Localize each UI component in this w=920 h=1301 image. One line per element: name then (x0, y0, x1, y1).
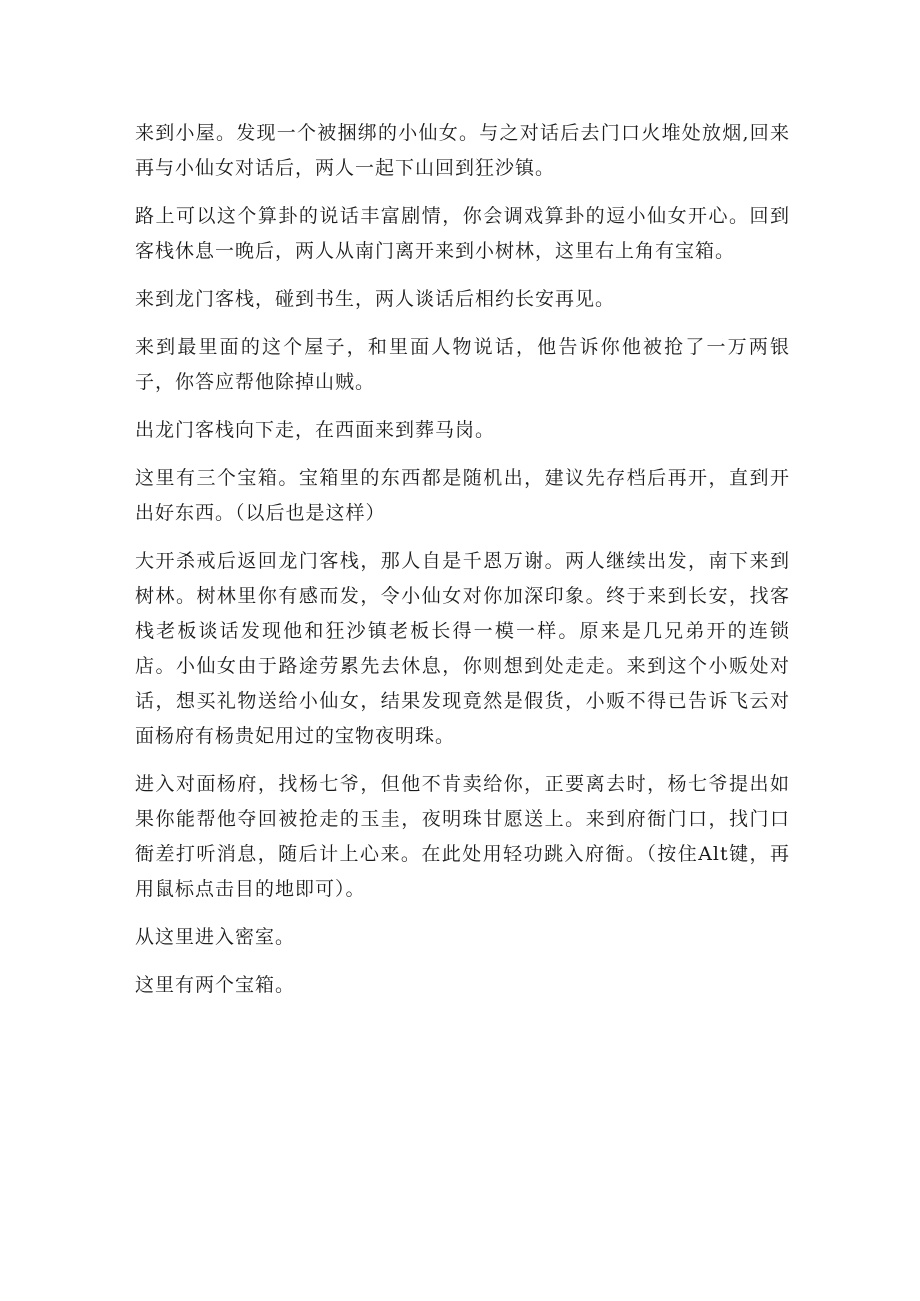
paragraph-10: 这里有两个宝箱。 (135, 974, 296, 996)
paragraph-4: 来到最里面的这个屋子，和里面人物说话，他告诉你他被抢了一万两银子，你答应帮他除掉山贼。 (135, 336, 790, 393)
paragraph-1: 来到小屋。发现一个被捆绑的小仙女。与之对话后去门口火堆处放烟,回来再与小仙女对话后，两人一起下山回到狂沙镇。 (135, 122, 790, 179)
paragraph-2: 路上可以这个算卦的说话丰富剧情，你会调戏算卦的逗小仙女开心。回到客栈休息一晚后，两人从南门离开来到小树林，这里右上角有宝箱。 (135, 205, 790, 262)
paragraph-8: 进入对面杨府，找杨七爷，但他不肯卖给你，正要离去时，杨七爷提出如果你能帮他夺回被抢走的玉圭，夜明珠甘愿送上。来到府衙门口，找门口衙差打听消息，随后计上心来。在此处用轻功跳入府衙。（按住Alt键，再用鼠标点击目的地即可）。 (135, 773, 790, 900)
paragraph-5: 出龙门客栈向下走，在西面来到葬马岗。 (135, 419, 496, 441)
paragraph-6: 这里有三个宝箱。宝箱里的东西都是随机出，建议先存档后再开，直到开出好东西。（以后也是这样） (135, 467, 790, 524)
paragraph-9: 从这里进入密室。 (135, 926, 296, 948)
paragraph-3: 来到龙门客栈，碰到书生，两人谈话后相约长安再见。 (135, 288, 616, 310)
document-body (135, 116, 790, 1016)
paragraph-7: 大开杀戒后返回龙门客栈，那人自是千恩万谢。两人继续出发，南下来到树林。树林里你有感而发，令小仙女对你加深印象。终于来到长安，找客栈老板谈话发现他和狂沙镇老板长得一模一样。原来是几兄弟开的连锁店。小仙女由于路途劳累先去休息，你则想到处走走。来到这个小贩处对话，想买礼物送给小仙女，结果发现竟然是假货，小贩不得已告诉飞云对面杨府有杨贵妃用过的宝物夜明珠。 (135, 550, 790, 747)
